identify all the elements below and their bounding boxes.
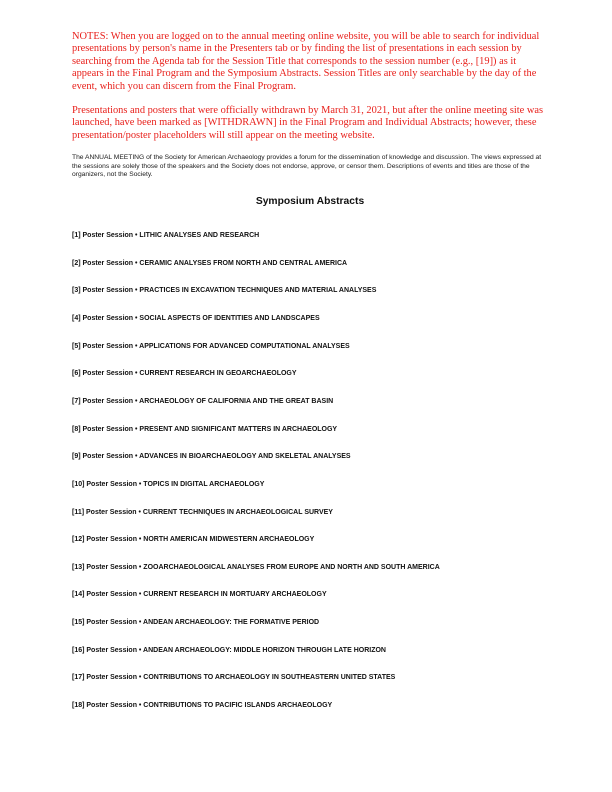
session-item: [17] Poster Session • CONTRIBUTIONS TO ARCHAEOLOGY IN SOUTHEASTERN UNITED STATES	[72, 674, 396, 682]
session-item: [13] Poster Session • ZOOARCHAEOLOGICAL ANALYSES FROM EUROPE AND NORTH AND SOUTH AMERICA	[72, 563, 440, 571]
session-item: [14] Poster Session • CURRENT RESEARCH IN MORTUARY ARCHAEOLOGY	[72, 591, 327, 599]
session-list	[72, 224, 548, 722]
notes-paragraph-2: Presentations and posters that were officially withdrawn by March 31, 2021, but after the online meeting site was launched, have been marked as [WITHDRAWN] in the Final Program and Individual Abstracts; however, these presentation/poster placeholders will still appear on the meeting website.	[72, 105, 544, 141]
session-item: [15] Poster Session • ANDEAN ARCHAEOLOGY: THE FORMATIVE PERIOD	[72, 619, 320, 627]
session-item: [4] Poster Session • SOCIAL ASPECTS OF IDENTITIES AND LANDSCAPES	[72, 315, 320, 323]
session-item: [9] Poster Session • ADVANCES IN BIOARCHAEOLOGY AND SKELETAL ANALYSES	[72, 453, 351, 461]
session-item: [8] Poster Session • PRESENT AND SIGNIFICANT MATTERS IN ARCHAEOLOGY	[72, 425, 338, 433]
section-title: Symposium Abstracts	[255, 196, 365, 208]
session-item: [2] Poster Session • CERAMIC ANALYSES FROM NORTH AND CENTRAL AMERICA	[72, 259, 348, 267]
disclaimer-text: The ANNUAL MEETING of the Society for American Archaeology provides a forum for the dissemination of knowledge and discussion. The views expressed at the sessions are solely those of the speakers and the Society does not endorse, approve, or censor them. Descriptions of events and titles are those of the organizers, not the Society.	[72, 154, 542, 178]
session-item: [18] Poster Session • CONTRIBUTIONS TO PACIFIC ISLANDS ARCHAEOLOGY	[72, 702, 333, 710]
session-item: [7] Poster Session • ARCHAEOLOGY OF CALIFORNIA AND THE GREAT BASIN	[72, 397, 334, 405]
session-item: [5] Poster Session • APPLICATIONS FOR ADVANCED COMPUTATIONAL ANALYSES	[72, 342, 350, 350]
session-item: [16] Poster Session • ANDEAN ARCHAEOLOGY: MIDDLE HORIZON THROUGH LATE HORIZON	[72, 646, 386, 654]
session-item: [1] Poster Session • LITHIC ANALYSES AND RESEARCH	[72, 232, 260, 240]
session-item: [11] Poster Session • CURRENT TECHNIQUES IN ARCHAEOLOGICAL SURVEY	[72, 508, 333, 516]
session-item: [6] Poster Session • CURRENT RESEARCH IN GEOARCHAEOLOGY	[72, 370, 297, 378]
notes-paragraph-1: NOTES: When you are logged on to the annual meeting online website, you will be able to search for individual presentations by person's name in the Presenters tab or by finding the list of presentations in each session by searching from the Agenda tab for the Session Title that corresponds to the session number (e.g., [19]) as it appears in the Final Program and the Symposium Abstracts. Session Titles are only searchable by the day of the event, which you can discern from the Final Program.	[72, 31, 540, 92]
session-item: [3] Poster Session • PRACTICES IN EXCAVATION TECHNIQUES AND MATERIAL ANALYSES	[72, 287, 377, 295]
session-item: [12] Poster Session • NORTH AMERICAN MIDWESTERN ARCHAEOLOGY	[72, 536, 315, 544]
session-item: [10] Poster Session • TOPICS IN DIGITAL ARCHAEOLOGY	[72, 480, 265, 488]
